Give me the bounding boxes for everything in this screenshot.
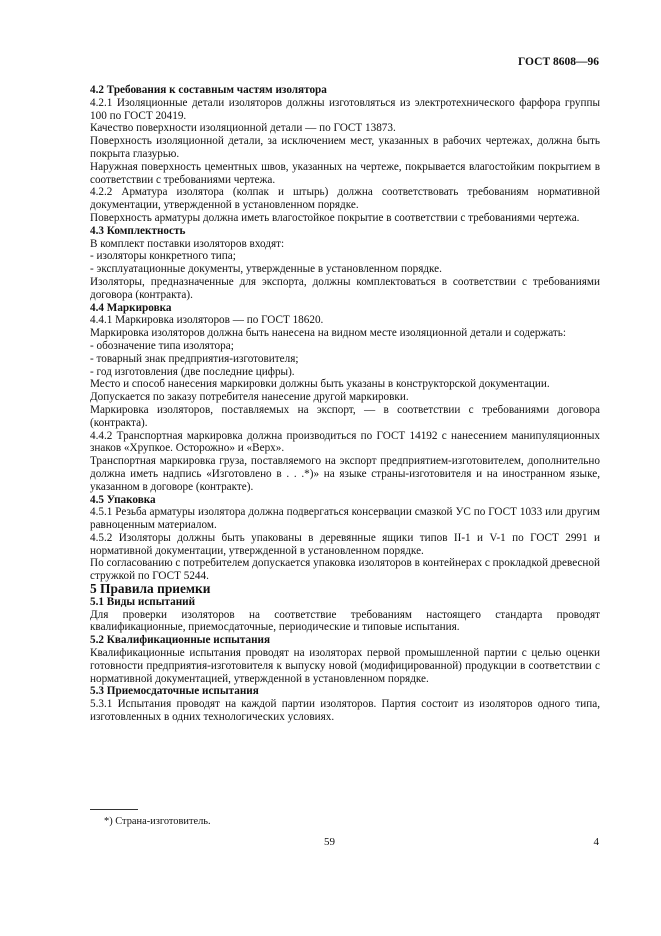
para-4-2-glaze: Поверхность изоляционной детали, за исключением мест, указанных в рабочих чертежах, должна быть покрыта глазурью. bbox=[90, 135, 600, 160]
section-4-2-title: 4.2 Требования к составным частям изолятора bbox=[90, 84, 327, 96]
para-4-2-seams: Наружная поверхность цементных швов, указанных на чертеже, покрывается влагостойким покрытием в соответствии с требованиями чертежа. bbox=[90, 160, 600, 186]
section-5-2-title: 5.2 Квалификационные испытания bbox=[90, 634, 271, 647]
list-item: - эксплуатационные документы, утвержденные в установленном порядке. bbox=[90, 263, 442, 276]
para-4-4-transport: Транспортная маркировка груза, поставляемого на экспорт предприятием-изготовителем, дополнительно должна иметь надпись «Изготовлено в . . .*)» на языке страны-изготовителя и на иностранном языке, указанном в договоре (контракте). bbox=[90, 455, 600, 493]
para-4-4-other: Допускается по заказу потребителя нанесение другой маркировки. bbox=[90, 391, 409, 404]
footnote: *) Страна-изготовитель. bbox=[104, 816, 211, 827]
para-5-3-1: 5.3.1 Испытания проводят на каждой партии изоляторов. Партия состоит из изоляторов одного типа, изготовленных в одних технологических условиях. bbox=[90, 698, 600, 724]
para-5-2: Квалификационные испытания проводят на изоляторах первой промышленной партии с целью оценки готовности предприятия-изготовителя к выпуску новой (модифицированной) продукции в соответствии с нормативной документацией, утвержденной в установленном порядке. bbox=[90, 647, 600, 685]
list-item: - товарный знак предприятия-изготовителя; bbox=[90, 352, 299, 365]
para-4-5-1: 4.5.1 Резьба арматуры изолятора должна подвергаться консервации смазкой УС по ГОСТ 1033 или другим равноценным материалом. bbox=[90, 506, 600, 532]
section-4-5-title: 4.5 Упаковка bbox=[90, 493, 156, 506]
para-4-4-2: 4.4.2 Транспортная маркировка должна производиться по ГОСТ 14192 с нанесением манипуляционных знаков «Хрупкое. Осторожно» и «Верх». bbox=[90, 429, 600, 455]
standard-code: ГОСТ 8608—96 bbox=[518, 56, 599, 68]
page-number-right: 4 bbox=[593, 836, 599, 848]
section-5-3-title: 5.3 Приемосдаточные испытания bbox=[90, 685, 259, 698]
para-4-5-container: По согласованию с потребителем допускается упаковка изоляторов в контейнерах с прокладкой древесной стружкой по ГОСТ 5244. bbox=[90, 557, 600, 583]
para-4-3-export: Изоляторы, предназначенные для экспорта, должны комплектоваться в соответствии с требованиями договора (контракта). bbox=[90, 275, 600, 301]
para-4-5-2: 4.5.2 Изоляторы должны быть упакованы в деревянные ящики типов II-1 и V-1 по ГОСТ 2991 и нормативной документации, утвержденной в установленном порядке. bbox=[90, 531, 600, 557]
para-4-2-2: 4.2.2 Арматура изолятора (колпак и штырь) должна соответствовать требованиям нормативной документации, утвержденной в установленном порядке. bbox=[90, 186, 600, 212]
page-number-center: 59 bbox=[324, 836, 335, 848]
para-4-4-place: Место и способ нанесения маркировки должны быть указаны в конструкторской документации. bbox=[90, 378, 550, 391]
list-item: - год изготовления (две последние цифры). bbox=[90, 365, 295, 378]
para-4-4-content: Маркировка изоляторов должна быть нанесена на видном месте изоляционной детали и содержать: bbox=[90, 327, 566, 340]
para-4-2-fittings: Поверхность арматуры должна иметь влагостойкое покрытие в соответствии с требованиями чертежа. bbox=[90, 211, 580, 224]
para-5-1: Для проверки изоляторов на соответствие требованиям настоящего стандарта проводят квалификационные, приемосдаточные, периодические и типовые испытания. bbox=[90, 608, 600, 634]
main-text bbox=[90, 84, 600, 724]
list-item: - обозначение типа изолятора; bbox=[90, 339, 234, 352]
para-4-2-1: 4.2.1 Изоляционные детали изоляторов должны изготовляться из электротехнического фарфора группы 100 по ГОСТ 20419. bbox=[90, 96, 600, 122]
section-4-4-title: 4.4 Маркировка bbox=[90, 301, 172, 314]
para-4-2-quality: Качество поверхности изоляционной детали — по ГОСТ 13873. bbox=[90, 122, 396, 135]
list-item: - изоляторы конкретного типа; bbox=[90, 250, 236, 263]
para-4-4-1: 4.4.1 Маркировка изоляторов — по ГОСТ 18620. bbox=[90, 314, 324, 327]
section-4-3-title: 4.3 Комплектность bbox=[90, 224, 186, 237]
para-4-4-export: Маркировка изоляторов, поставляемых на экспорт, — в соответствии с требованиями договора (контракта). bbox=[90, 403, 600, 429]
para-4-3-intro: В комплект поставки изоляторов входят: bbox=[90, 237, 285, 250]
section-5-1-title: 5.1 Виды испытаний bbox=[90, 595, 196, 608]
section-5-title: 5 Правила приемки bbox=[90, 581, 211, 597]
footnote-divider bbox=[90, 809, 138, 810]
